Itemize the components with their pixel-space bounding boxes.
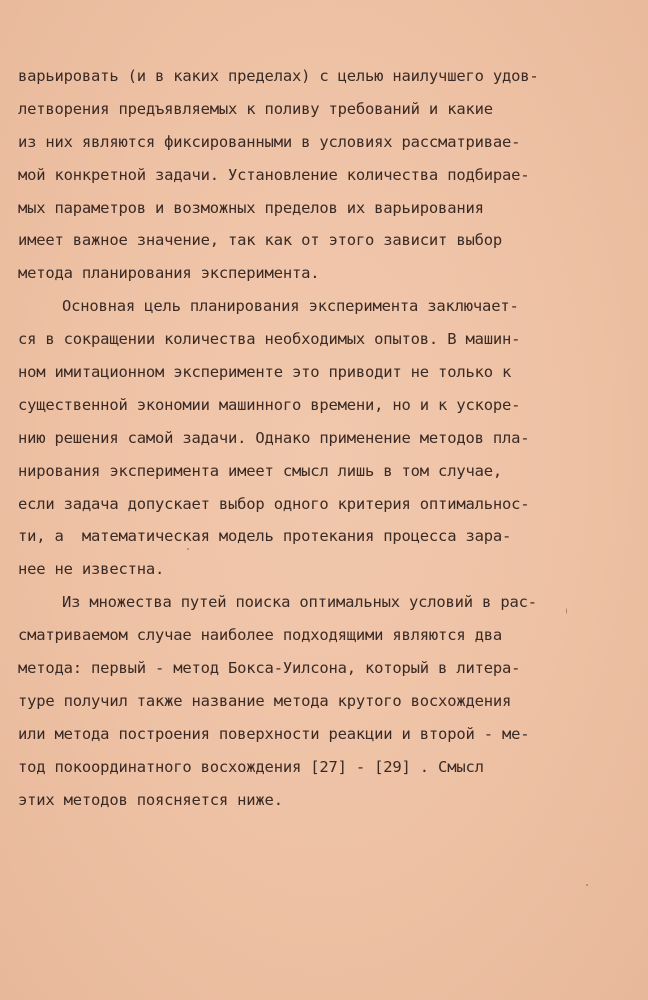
text-line: варьировать (и в каких пределах) с целью наилучшего удов-: [18, 67, 539, 85]
text-line: туре получил также название метода крутого восхождения: [18, 691, 512, 710]
text-line: ти, а математическая модель протекания процесса зара-: [18, 527, 512, 546]
document-body: [18, 60, 618, 816]
text-line: летворения предъявляемых к поливу требований и какие: [18, 99, 493, 118]
text-line: мых параметров и возможных пределов их варьирования: [18, 198, 484, 217]
text-line: ном имитационном эксперименте это приводит не только к: [18, 363, 512, 382]
text-line: если задача допускает выбор одного критерия оптимальнос-: [18, 494, 530, 513]
paper-speck: [586, 884, 588, 886]
text-line: нее не известна.: [18, 560, 165, 579]
text-line: или метода построения поверхности реакции и второй - ме-: [18, 724, 530, 743]
text-line: мой конкретной задачи. Установление количества подбирае-: [18, 165, 530, 184]
paragraph-2: [18, 290, 618, 586]
text-line: тод покоординатного восхождения [27] - [29] . Смысл: [18, 757, 484, 776]
paragraph-1: [18, 60, 618, 290]
text-line: ся в сокращении количества необходимых опытов. В машин-: [18, 330, 521, 349]
text-line: метода планирования эксперимента.: [18, 264, 320, 283]
text-line: этих методов поясняется ниже.: [18, 790, 283, 809]
text-line: нию решения самой задачи. Однако применение методов пла-: [18, 428, 530, 447]
text-line: нирования эксперимента имеет смысл лишь в том случае,: [18, 461, 502, 480]
paper-speck: [566, 608, 567, 614]
paragraph-3: [18, 586, 618, 816]
text-line: сматриваемом случае наиболее подходящими являются два: [18, 626, 502, 645]
text-line: имеет важное значение, так как от этого зависит выбор: [18, 231, 502, 250]
text-line: Из множества путей поиска оптимальных условий в рас-: [62, 593, 537, 612]
text-line: Основная цель планирования эксперимента заключает-: [62, 297, 519, 316]
text-line: существенной экономии машинного времени, но и к ускоре-: [18, 395, 521, 414]
text-line: метода: первый - метод Бокса-Уилсона, который в литера-: [18, 659, 521, 678]
paper-speck: [187, 548, 189, 550]
text-line: из них являются фиксированными в условиях рассматривае-: [18, 132, 521, 151]
